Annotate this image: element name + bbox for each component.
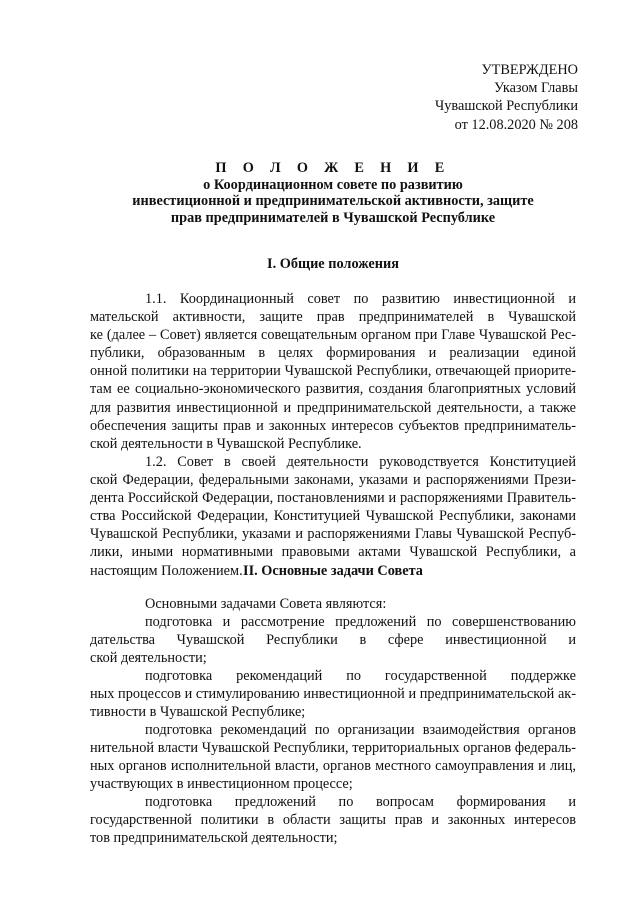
- document-title-block: [90, 160, 576, 226]
- section-heading-tasks: II. Основные задачи Совета: [243, 563, 423, 579]
- approval-line: от 12.08.2020 № 208: [454, 116, 578, 133]
- text-line: обеспечения защиты прав и законных интересов субъектов предприниматель-: [90, 417, 576, 434]
- text-line: ных органов исполнительной власти, органов местного самоуправления и лиц,: [90, 758, 576, 775]
- approval-stamp: [400, 61, 578, 134]
- section-heading-general: I. Общие положения: [267, 256, 399, 272]
- text-line: ства Российской Федерации, Конституцией Чувашской Республики, законами: [90, 508, 576, 525]
- text-line: ке (далее – Совет) является совещательным органом при Главе Чувашской Рес-: [90, 327, 576, 344]
- text-line: участвующих в инвестиционном процессе;: [90, 776, 353, 793]
- text-line: мательской активности, защите прав предпринимателей в Чувашской: [90, 309, 576, 326]
- approval-line: Чувашской Республики: [434, 98, 578, 115]
- text-line: ской Федерации, федеральными законами, указами и распоряжениями Прези-: [90, 472, 576, 489]
- text-line: ской деятельности в Чувашской Республике.: [90, 435, 362, 452]
- text-line: 1.1. Координационный совет по развитию инвестиционной и: [145, 291, 576, 307]
- text-line: подготовка рекомендаций по организации взаимодействия органов: [145, 722, 576, 738]
- text-line: Чувашской Республики, указами и распоряжениями Главы Чувашской Респуб-: [90, 526, 576, 543]
- text-line: онной политики на территории Чувашской Республики, отвечающей приорите-: [90, 363, 576, 380]
- document-subtitle-line: о Координационном совете по развитию: [203, 176, 463, 193]
- text-line: ской деятельности;: [90, 650, 207, 667]
- text-line: публики, образованным в целях формирования и реализации единой: [90, 345, 576, 362]
- text-line: Основными задачами Совета являются:: [145, 596, 387, 612]
- approval-line: УТВЕРЖДЕНО: [481, 62, 578, 78]
- task-item-interaction: [90, 721, 576, 793]
- text-line: государственной политики в области защиты прав и законных интересов: [90, 812, 576, 829]
- text-line: тов предпринимательской деятельности;: [90, 830, 338, 847]
- text-line: подготовка предложений по вопросам формирования и: [145, 794, 576, 810]
- document-title: П О Л О Ж Е Н И Е: [215, 160, 451, 176]
- tasks-intro: [90, 595, 576, 613]
- text-line: 1.2. Совет в своей деятельности руководствуется Конституцией: [145, 454, 576, 470]
- text-line: там ее социально-экономического развития, создания благоприятных условий: [90, 381, 576, 398]
- text-line: подготовка и рассмотрение предложений по совершенствованию: [145, 614, 576, 630]
- text-line: дента Российской Федерации, постановлениями и распоряжениями Правитель-: [90, 490, 576, 507]
- paragraph-1-2: [90, 453, 576, 580]
- document-subtitle-line: инвестиционной и предпринимательской активности, защите: [132, 193, 534, 210]
- approval-line: Указом Главы: [493, 80, 578, 97]
- text-line: для развития инвестиционной и предпринимательской деятельности, а также: [90, 399, 576, 416]
- text-line: дательства Чувашской Республики в сфере инвестиционной и: [90, 632, 576, 649]
- text-line: нительной власти Чувашской Республики, территориальных органов федераль-: [90, 740, 576, 757]
- paragraph-1-1: [90, 290, 576, 453]
- text-line: настоящим Положением.: [90, 562, 243, 579]
- text-line: лики, иными нормативными правовыми актами Чувашской Республики, а: [90, 544, 576, 561]
- text-line: подготовка рекомендаций по государственной поддержке: [145, 668, 576, 684]
- task-item-support: [90, 667, 576, 721]
- task-item-legislation: [90, 613, 576, 667]
- task-item-protection: [90, 793, 576, 847]
- text-line: ных процессов и стимулированию инвестиционной и предпринимательской ак-: [90, 686, 576, 703]
- text-line: тивности в Чувашской Республике;: [90, 704, 306, 721]
- document-subtitle-line: прав предпринимателей в Чувашской Республике: [170, 209, 496, 226]
